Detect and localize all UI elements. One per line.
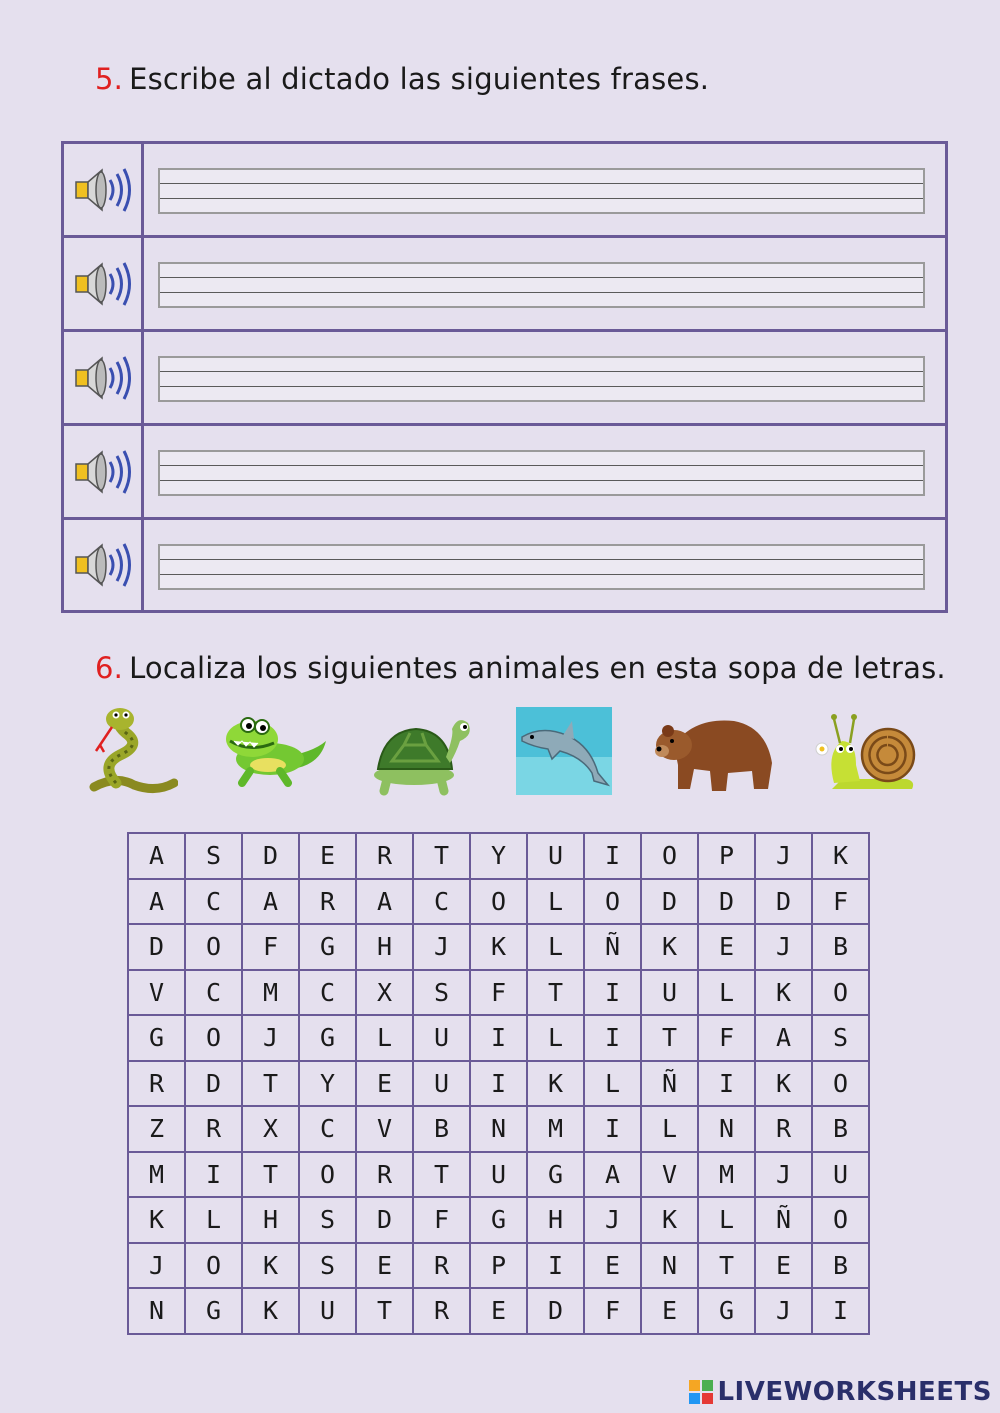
speaker-icon	[72, 164, 134, 216]
grid-cell[interactable]: H	[356, 924, 413, 970]
grid-cell[interactable]: L	[356, 1015, 413, 1061]
grid-cell[interactable]: X	[242, 1106, 299, 1152]
crocodile-image	[222, 705, 328, 797]
play-audio-button[interactable]	[64, 426, 144, 517]
grid-cell[interactable]: C	[185, 879, 242, 925]
grid-cell[interactable]: M	[698, 1152, 755, 1198]
grid-row	[128, 1152, 869, 1198]
grid-cell[interactable]: J	[755, 1152, 812, 1198]
liveworksheets-logo[interactable]	[689, 1377, 992, 1407]
grid-cell[interactable]: Ñ	[755, 1197, 812, 1243]
grid-cell[interactable]: S	[185, 833, 242, 879]
grid-cell[interactable]: U	[641, 970, 698, 1016]
grid-cell[interactable]: L	[641, 1106, 698, 1152]
grid-cell[interactable]: R	[413, 1288, 470, 1334]
grid-cell[interactable]: T	[641, 1015, 698, 1061]
grid-cell[interactable]: F	[413, 1197, 470, 1243]
grid-cell[interactable]: S	[299, 1243, 356, 1289]
grid-cell[interactable]: O	[812, 1197, 869, 1243]
turtle-image	[370, 705, 474, 797]
grid-cell[interactable]: G	[698, 1288, 755, 1334]
grid-row	[128, 1106, 869, 1152]
liveworksheets-icon	[689, 1380, 713, 1404]
grid-cell[interactable]: K	[755, 1061, 812, 1107]
grid-cell[interactable]: K	[812, 833, 869, 879]
grid-cell[interactable]: B	[812, 1243, 869, 1289]
grid-cell[interactable]: F	[812, 879, 869, 925]
grid-cell[interactable]: D	[356, 1197, 413, 1243]
grid-cell[interactable]: E	[356, 1243, 413, 1289]
grid-cell[interactable]: K	[242, 1243, 299, 1289]
grid-cell[interactable]: O	[299, 1152, 356, 1198]
grid-cell[interactable]: G	[299, 924, 356, 970]
exercise-5-heading	[95, 62, 709, 96]
writing-lines[interactable]	[158, 544, 925, 590]
grid-row	[128, 1061, 869, 1107]
grid-cell[interactable]: F	[698, 1015, 755, 1061]
writing-lines[interactable]	[158, 262, 925, 308]
grid-cell[interactable]: E	[299, 833, 356, 879]
grid-cell[interactable]: U	[470, 1152, 527, 1198]
grid-cell[interactable]: E	[356, 1061, 413, 1107]
grid-cell[interactable]: A	[128, 879, 185, 925]
grid-cell[interactable]: V	[641, 1152, 698, 1198]
grid-cell[interactable]: L	[527, 1015, 584, 1061]
grid-cell[interactable]: C	[413, 879, 470, 925]
grid-cell[interactable]: D	[128, 924, 185, 970]
grid-cell[interactable]: O	[185, 1243, 242, 1289]
grid-cell[interactable]: D	[185, 1061, 242, 1107]
grid-cell[interactable]: O	[470, 879, 527, 925]
play-audio-button[interactable]	[64, 144, 144, 235]
grid-cell[interactable]: K	[755, 970, 812, 1016]
grid-cell[interactable]: C	[299, 1106, 356, 1152]
grid-cell[interactable]: D	[641, 879, 698, 925]
play-audio-button[interactable]	[64, 238, 144, 329]
grid-cell[interactable]: E	[584, 1243, 641, 1289]
play-audio-button[interactable]	[64, 332, 144, 423]
grid-cell[interactable]: D	[242, 833, 299, 879]
grid-cell[interactable]: Ñ	[641, 1061, 698, 1107]
grid-row	[128, 1015, 869, 1061]
grid-cell[interactable]: J	[755, 833, 812, 879]
grid-cell[interactable]: F	[242, 924, 299, 970]
grid-cell[interactable]: H	[242, 1197, 299, 1243]
grid-row	[128, 1288, 869, 1334]
grid-cell[interactable]: K	[641, 1197, 698, 1243]
grid-cell[interactable]: C	[299, 970, 356, 1016]
grid-cell[interactable]: B	[812, 924, 869, 970]
speaker-icon	[72, 446, 134, 498]
grid-cell[interactable]: N	[470, 1106, 527, 1152]
word-search-grid	[127, 832, 870, 1335]
grid-cell[interactable]: A	[584, 1152, 641, 1198]
snake-image	[86, 705, 178, 797]
dictation-row	[64, 520, 945, 610]
grid-cell[interactable]: D	[698, 879, 755, 925]
dictation-row	[64, 238, 945, 332]
grid-cell[interactable]: Y	[470, 833, 527, 879]
grid-cell[interactable]: O	[185, 924, 242, 970]
grid-cell[interactable]: G	[185, 1288, 242, 1334]
grid-cell[interactable]: K	[242, 1288, 299, 1334]
grid-cell[interactable]: K	[128, 1197, 185, 1243]
grid-cell[interactable]: V	[128, 970, 185, 1016]
grid-cell[interactable]: X	[356, 970, 413, 1016]
dictation-row	[64, 426, 945, 520]
grid-cell[interactable]: T	[413, 833, 470, 879]
grid-row	[128, 1197, 869, 1243]
grid-cell[interactable]: I	[470, 1015, 527, 1061]
grid-cell[interactable]: R	[185, 1106, 242, 1152]
speaker-icon	[72, 258, 134, 310]
grid-row	[128, 924, 869, 970]
grid-cell[interactable]: U	[299, 1288, 356, 1334]
grid-row	[128, 1243, 869, 1289]
grid-cell[interactable]: K	[470, 924, 527, 970]
grid-cell[interactable]: T	[356, 1288, 413, 1334]
dolphin-image	[516, 705, 612, 797]
grid-cell[interactable]: A	[128, 833, 185, 879]
grid-cell[interactable]: D	[755, 879, 812, 925]
grid-cell[interactable]: P	[470, 1243, 527, 1289]
bear-image	[654, 705, 778, 797]
grid-row	[128, 833, 869, 879]
grid-cell[interactable]: S	[413, 970, 470, 1016]
grid-cell[interactable]: G	[527, 1152, 584, 1198]
grid-cell[interactable]: E	[755, 1243, 812, 1289]
grid-cell[interactable]: B	[812, 1106, 869, 1152]
grid-cell[interactable]: G	[128, 1015, 185, 1061]
grid-row	[128, 879, 869, 925]
writing-lines[interactable]	[158, 168, 925, 214]
grid-cell[interactable]: I	[584, 1015, 641, 1061]
grid-cell[interactable]: I	[812, 1288, 869, 1334]
grid-cell[interactable]: J	[755, 924, 812, 970]
grid-cell[interactable]: E	[470, 1288, 527, 1334]
snail-image	[812, 705, 918, 797]
grid-cell[interactable]: O	[185, 1015, 242, 1061]
grid-cell[interactable]: U	[413, 1061, 470, 1107]
play-audio-button[interactable]	[64, 520, 144, 610]
grid-cell[interactable]: R	[356, 1152, 413, 1198]
grid-cell[interactable]: T	[242, 1152, 299, 1198]
grid-cell[interactable]: M	[128, 1152, 185, 1198]
brand-name: LIVEWORKSHEETS	[717, 1377, 992, 1407]
grid-cell[interactable]: L	[698, 1197, 755, 1243]
grid-cell[interactable]: Y	[299, 1061, 356, 1107]
grid-cell[interactable]: N	[641, 1243, 698, 1289]
grid-cell[interactable]: J	[755, 1288, 812, 1334]
grid-cell[interactable]: S	[812, 1015, 869, 1061]
grid-cell[interactable]: N	[128, 1288, 185, 1334]
grid-cell[interactable]: G	[299, 1015, 356, 1061]
grid-cell[interactable]: R	[755, 1106, 812, 1152]
grid-cell[interactable]: F	[584, 1288, 641, 1334]
exercise-5-instruction: Escribe al dictado las siguientes frases.	[129, 62, 710, 96]
grid-cell[interactable]: L	[185, 1197, 242, 1243]
grid-cell[interactable]: J	[242, 1015, 299, 1061]
grid-cell[interactable]: P	[698, 833, 755, 879]
grid-cell[interactable]: U	[527, 833, 584, 879]
grid-cell[interactable]: T	[413, 1152, 470, 1198]
grid-cell[interactable]: R	[128, 1061, 185, 1107]
grid-cell[interactable]: H	[527, 1197, 584, 1243]
grid-cell[interactable]: I	[470, 1061, 527, 1107]
grid-cell[interactable]: E	[641, 1288, 698, 1334]
grid-cell[interactable]: U	[812, 1152, 869, 1198]
grid-cell[interactable]: Z	[128, 1106, 185, 1152]
exercise-6-instruction: Localiza los siguientes animales en esta sopa de letras.	[129, 651, 946, 685]
grid-cell[interactable]: J	[584, 1197, 641, 1243]
grid-cell[interactable]: L	[584, 1061, 641, 1107]
grid-cell[interactable]: O	[812, 970, 869, 1016]
grid-cell[interactable]: R	[356, 833, 413, 879]
grid-cell[interactable]: C	[185, 970, 242, 1016]
grid-cell[interactable]: V	[356, 1106, 413, 1152]
grid-cell[interactable]: N	[698, 1106, 755, 1152]
grid-cell[interactable]: T	[242, 1061, 299, 1107]
exercise-6-heading	[95, 651, 946, 685]
grid-cell[interactable]: R	[299, 879, 356, 925]
grid-cell[interactable]: F	[470, 970, 527, 1016]
grid-cell[interactable]: O	[641, 833, 698, 879]
exercise-5-number: 5.	[95, 62, 124, 96]
grid-cell[interactable]: L	[698, 970, 755, 1016]
grid-cell[interactable]: I	[698, 1061, 755, 1107]
dictation-table	[61, 141, 948, 613]
grid-cell[interactable]: G	[470, 1197, 527, 1243]
grid-cell[interactable]: O	[584, 879, 641, 925]
grid-cell[interactable]: M	[242, 970, 299, 1016]
grid-cell[interactable]: I	[185, 1152, 242, 1198]
grid-cell[interactable]: R	[413, 1243, 470, 1289]
grid-row	[128, 970, 869, 1016]
grid-cell[interactable]: O	[812, 1061, 869, 1107]
grid-cell[interactable]: I	[584, 970, 641, 1016]
grid-cell[interactable]: A	[242, 879, 299, 925]
grid-cell[interactable]: E	[698, 924, 755, 970]
grid-cell[interactable]: I	[584, 833, 641, 879]
grid-cell[interactable]: D	[527, 1288, 584, 1334]
writing-lines[interactable]	[158, 356, 925, 402]
grid-cell[interactable]: T	[527, 970, 584, 1016]
grid-cell[interactable]: L	[527, 879, 584, 925]
writing-lines[interactable]	[158, 450, 925, 496]
grid-cell[interactable]: K	[527, 1061, 584, 1107]
exercise-6-number: 6.	[95, 651, 124, 685]
speaker-icon	[72, 352, 134, 404]
grid-cell[interactable]: A	[356, 879, 413, 925]
grid-cell[interactable]: S	[299, 1197, 356, 1243]
grid-cell[interactable]: K	[641, 924, 698, 970]
grid-cell[interactable]: I	[584, 1106, 641, 1152]
grid-cell[interactable]: J	[413, 924, 470, 970]
speaker-icon	[72, 539, 134, 591]
dictation-row	[64, 332, 945, 426]
grid-cell[interactable]: L	[527, 924, 584, 970]
grid-cell[interactable]: Ñ	[584, 924, 641, 970]
dictation-row	[64, 144, 945, 238]
grid-cell[interactable]: T	[698, 1243, 755, 1289]
grid-cell[interactable]: A	[755, 1015, 812, 1061]
grid-cell[interactable]: J	[128, 1243, 185, 1289]
grid-cell[interactable]: U	[413, 1015, 470, 1061]
grid-cell[interactable]: B	[413, 1106, 470, 1152]
grid-cell[interactable]: I	[527, 1243, 584, 1289]
grid-cell[interactable]: M	[527, 1106, 584, 1152]
